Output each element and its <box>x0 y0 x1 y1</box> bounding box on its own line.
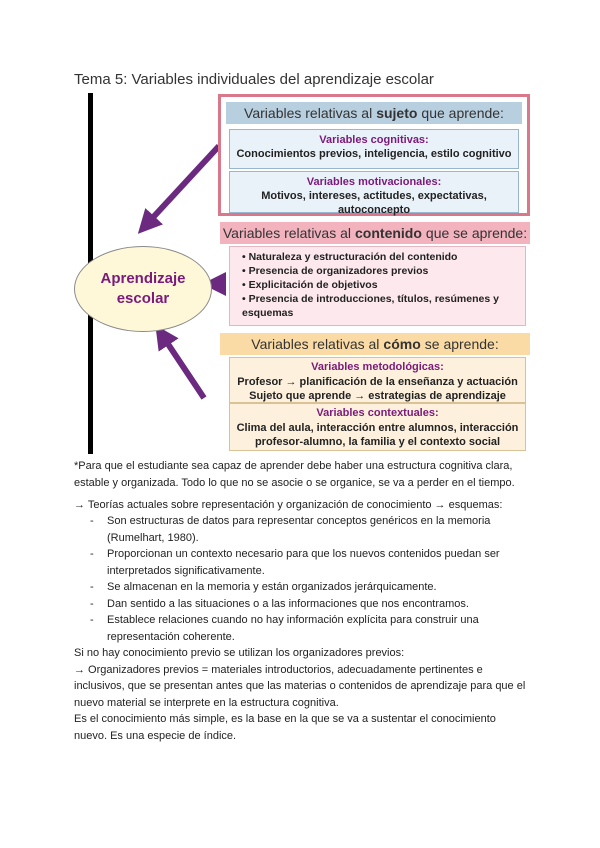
list-item: - Proporcionan un contexto necesario para que los nuevos contenidos puedan ser interpretados significativamente. <box>90 546 520 579</box>
list-item: • Presencia de introducciones, títulos, resúmenes y esquemas <box>242 292 521 320</box>
list-item: • Explicitación de objetivos <box>242 278 521 292</box>
contenido-box <box>229 246 526 326</box>
aprendizaje-escolar-node <box>74 246 212 332</box>
arrow-como <box>162 335 204 398</box>
list-item: - Se almacenan en la memoria y están organizados jerárquicamente. <box>90 579 520 596</box>
concept-diagram <box>74 91 533 454</box>
list-item: • Naturaleza y estructuración del contenido <box>242 250 521 264</box>
note-paragraph: *Para que el estudiante sea capaz de aprender debe haber una estructura cognitiva clara, estable y organizada. Todo lo que no se asocie o se organice, se va a perder en el tiempo. <box>74 460 515 489</box>
page-title: Tema 5: Variables individuales del aprendizaje escolar <box>74 71 434 88</box>
arrow-sujeto <box>146 146 219 225</box>
organizers-definition: → Organizadores previos = materiales introductorios, adecuadamente pertinentes e inclusivos, que se presentan antes que las materias o contenidos de aprendizaje para que el nuevo material se interprete en la estructura cognitiva. <box>74 663 526 709</box>
metodologicas-box: Variables metodológicas: Profesor → planificación de la enseñanza y actuación Sujeto que aprende → estrategias de aprendizaje <box>229 357 526 403</box>
center-label: Aprendizaje escolar <box>100 269 186 307</box>
cognitivas-box: Variables cognitivas: Conocimientos previos, inteligencia, estilo cognitivo <box>229 129 519 169</box>
contenido-header: Variables relativas al contenido que se aprende: <box>220 222 530 244</box>
organizers-section <box>74 645 529 744</box>
theories-intro: → Teorías actuales sobre representación y organización de conocimiento → esquemas: <box>74 499 503 511</box>
sujeto-group <box>218 94 530 216</box>
theories-list <box>90 513 520 645</box>
list-item: - Dan sentido a las situaciones o a las informaciones que nos encontramos. <box>90 596 520 613</box>
organizers-intro: Si no hay conocimiento previo se utilizan los organizadores previos: <box>74 647 405 659</box>
contextuales-box: Variables contextuales: Clima del aula, interacción entre alumnos, interacción profesor-alumno, la familia y el contexto social <box>229 403 526 451</box>
motivacionales-box: Variables motivacionales: Motivos, intereses, actitudes, expectativas, autoconcepto <box>229 171 519 213</box>
list-item: - Son estructuras de datos para representar conceptos genéricos en la memoria (Rumelhart, 1980). <box>90 513 520 546</box>
organizers-summary: Es el conocimiento más simple, es la base en la que se va a sustentar el conocimiento nuevo. Es una especie de índice. <box>74 713 496 742</box>
sujeto-header: Variables relativas al sujeto que aprende: <box>226 102 522 124</box>
list-item: - Establece relaciones cuando no hay información explícita para construir una representación coherente. <box>90 612 520 645</box>
como-header: Variables relativas al cómo se aprende: <box>220 333 530 355</box>
list-item: • Presencia de organizadores previos <box>242 264 521 278</box>
